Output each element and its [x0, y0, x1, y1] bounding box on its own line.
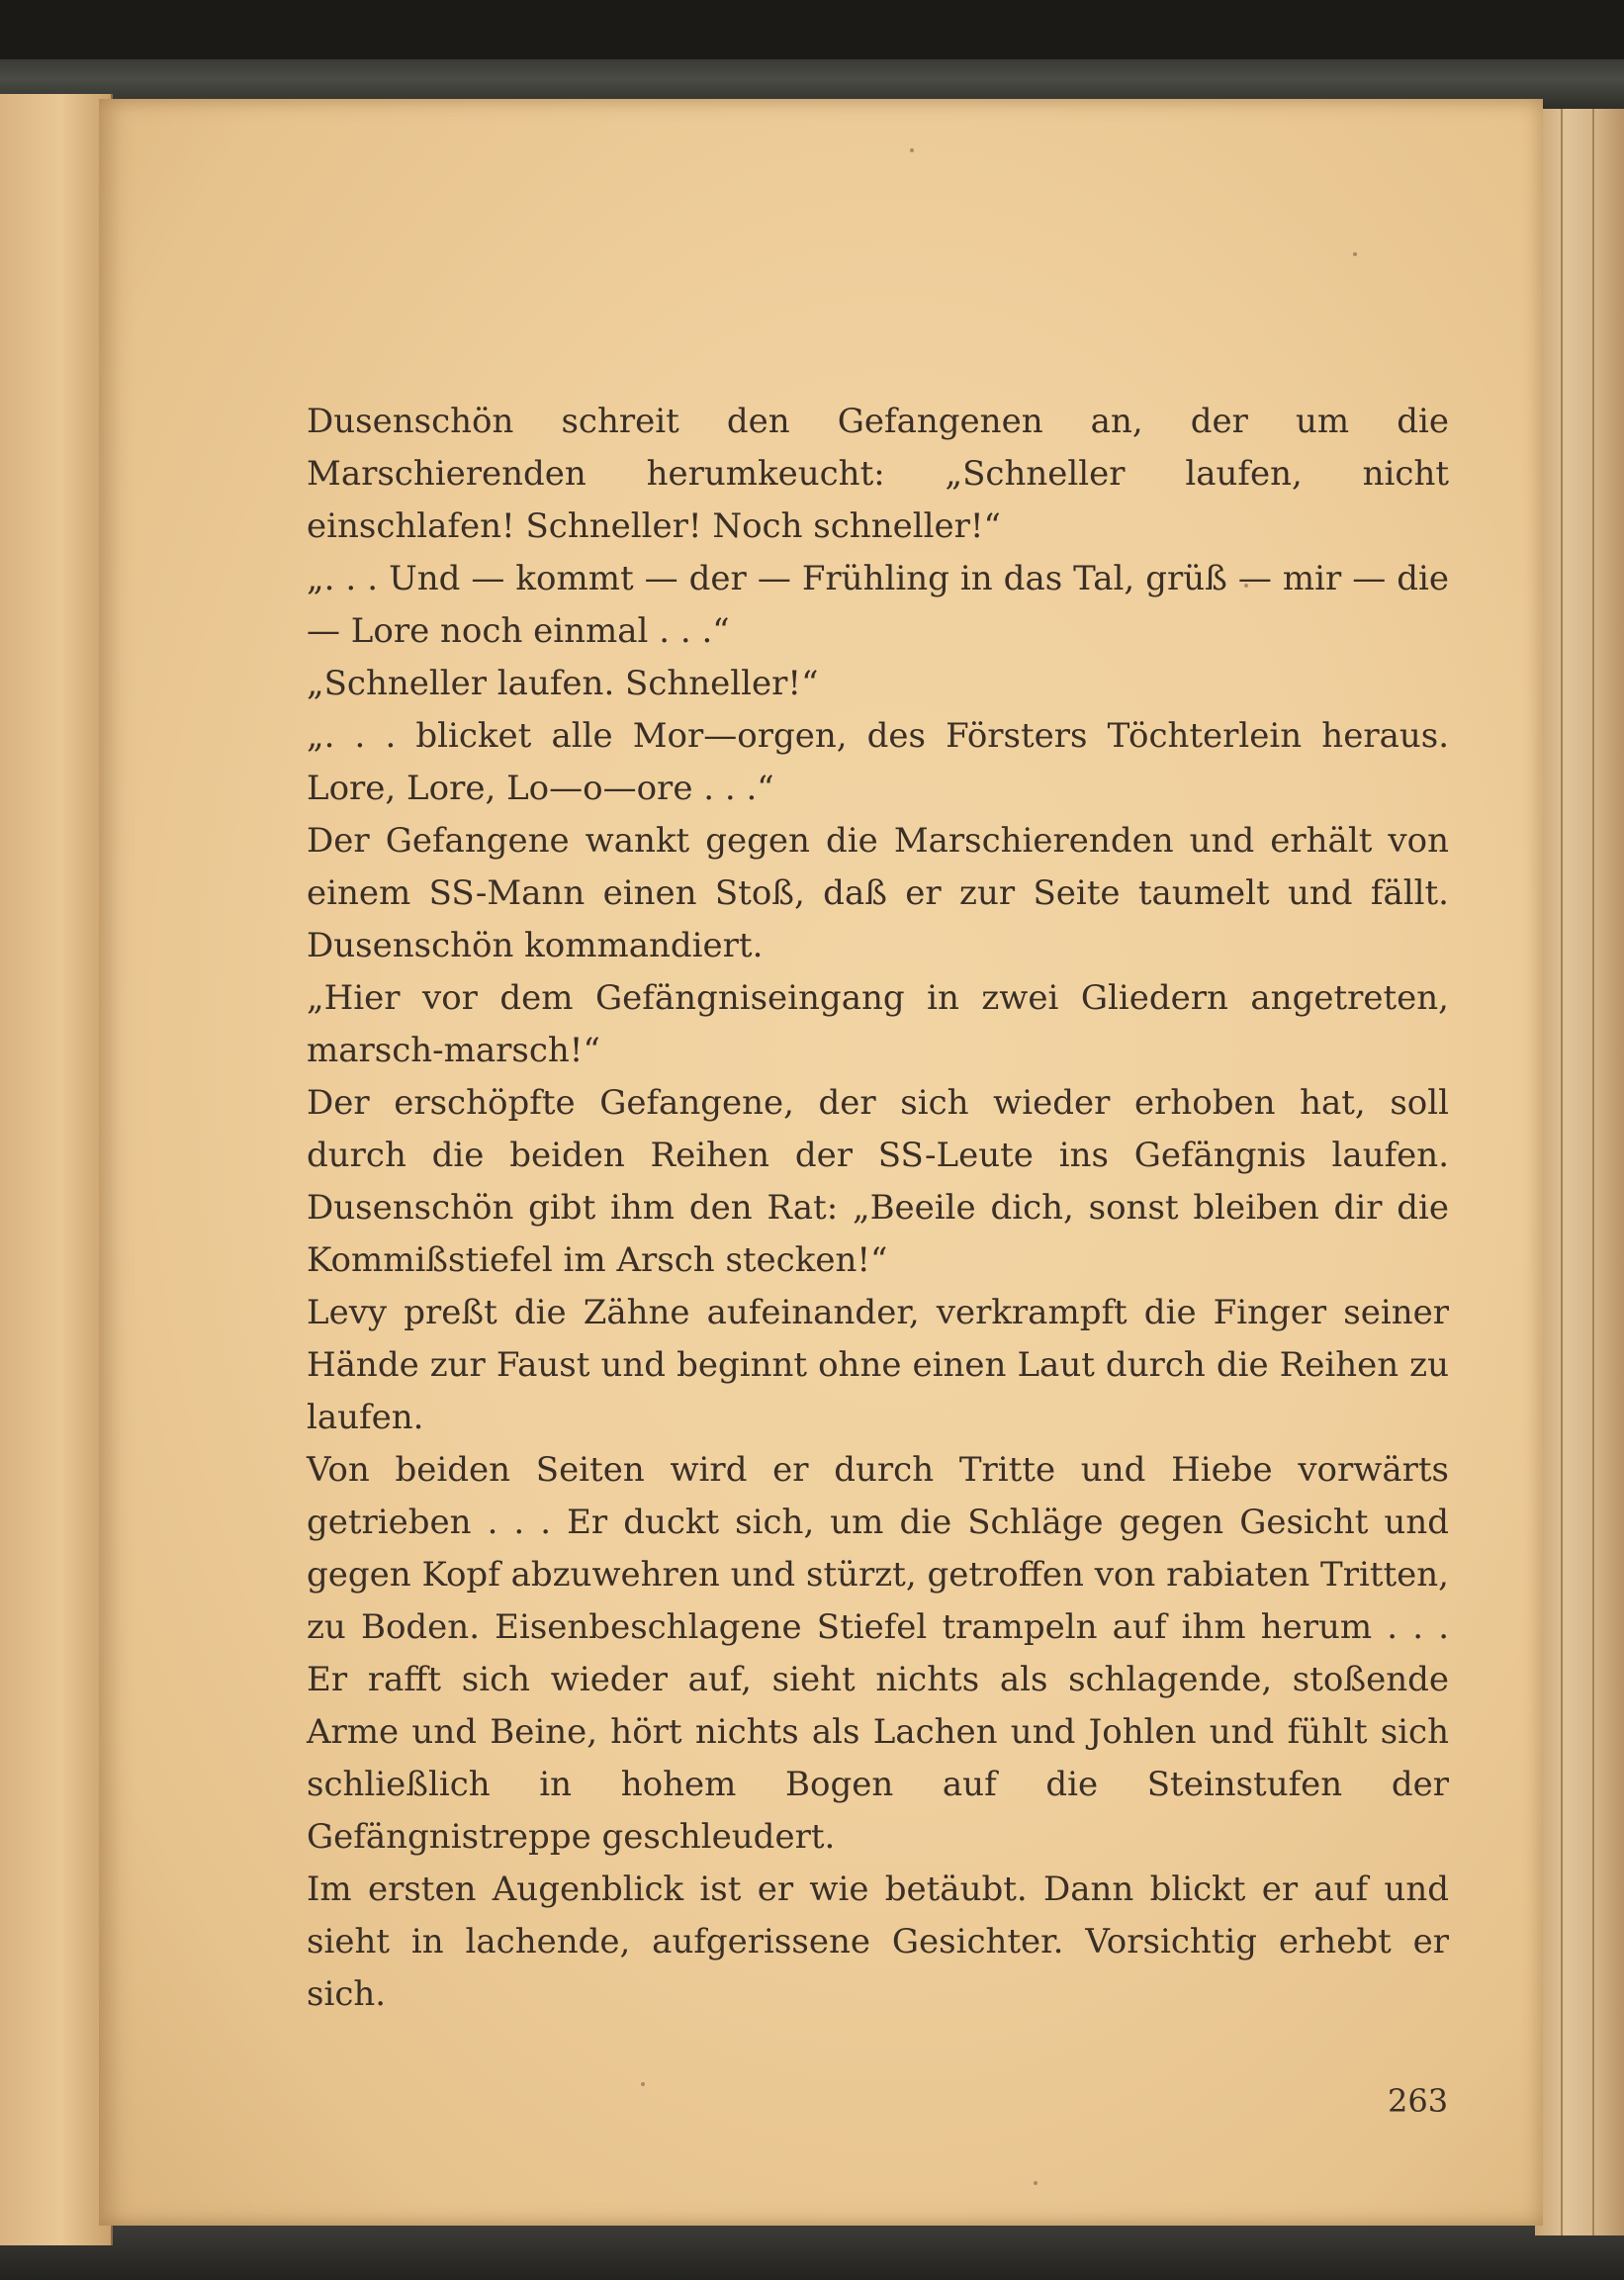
paragraph: „. . . blicket alle Mor—orgen, des Försters Töchterlein heraus. Lore, Lore, Lo—o—ore . . .“ — [307, 716, 1449, 808]
paragraph: Dusenschön schreit den Gefangenen an, der um die Marschierenden herumkeucht: „Schneller laufen, nicht einschlafen! Schneller! Noch schneller!“ — [307, 402, 1449, 546]
paragraph: Levy preßt die Zähne aufeinander, verkrampft die Finger seiner Hände zur Faust und beginnt ohne einen Laut durch die Reihen zu laufen. — [307, 1293, 1449, 1437]
body-text — [307, 396, 1449, 2021]
page-stack-line — [1561, 109, 1563, 2235]
page-stack-line — [1592, 109, 1594, 2235]
paper-speck — [910, 148, 914, 152]
paragraph: „Hier vor dem Gefängniseingang in zwei Gliedern angetreten, marsch-marsch!“ — [307, 978, 1449, 1070]
previous-page-edge — [0, 94, 113, 2245]
page-number: 263 — [1388, 2082, 1449, 2120]
paragraph: Im ersten Augenblick ist er wie betäubt. Dann blickt er auf und sieht in lachende, aufgerissene Gesichter. Vorsichtig erhebt er sich. — [307, 1870, 1449, 2014]
paper-speck — [1034, 2181, 1038, 2185]
paragraph: Der erschöpfte Gefangene, der sich wieder erhoben hat, soll durch die beiden Reihen der SS-Leute ins Gefängnis laufen. Dusenschön gibt ihm den Rat: „Beeile dich, sonst bleiben dir die Kommißstiefel im Arsch stecken!“ — [307, 1083, 1449, 1280]
paragraph: „. . . Und — kommt — der — Frühling in das Tal, grüß — mir — die — Lore noch einmal . . .“ — [307, 559, 1449, 651]
book-cover-bottom-edge — [0, 2221, 1624, 2280]
paper-speck — [641, 2082, 645, 2086]
paragraph: Der Gefangene wankt gegen die Marschierenden und erhält von einem SS-Mann einen Stoß, daß er zur Seite taumelt und fällt. Dusenschön kommandiert. — [307, 821, 1449, 965]
paragraph: „Schneller laufen. Schneller!“ — [307, 664, 819, 703]
paper-speck — [1353, 252, 1357, 256]
paragraph: Von beiden Seiten wird er durch Tritte und Hiebe vorwärts getrieben . . . Er duckt sich, um die Schläge gegen Gesicht und gegen Kopf abzuwehren und stürzt, getroffen von rabiaten Tritten, zu Boden. Eisenbeschlagene Stiefel trampeln auf ihm herum . . . Er rafft sich wieder auf, sieht nichts als schlagende, stoßende Arme und Beine, hört nichts als Lachen und Johlen und fühlt sich schließlich in hohem Bogen auf die Steinstufen der Gefängnistreppe geschleudert. — [307, 1450, 1449, 1857]
page-stack-edge — [1535, 109, 1624, 2235]
book-page — [99, 99, 1543, 2226]
